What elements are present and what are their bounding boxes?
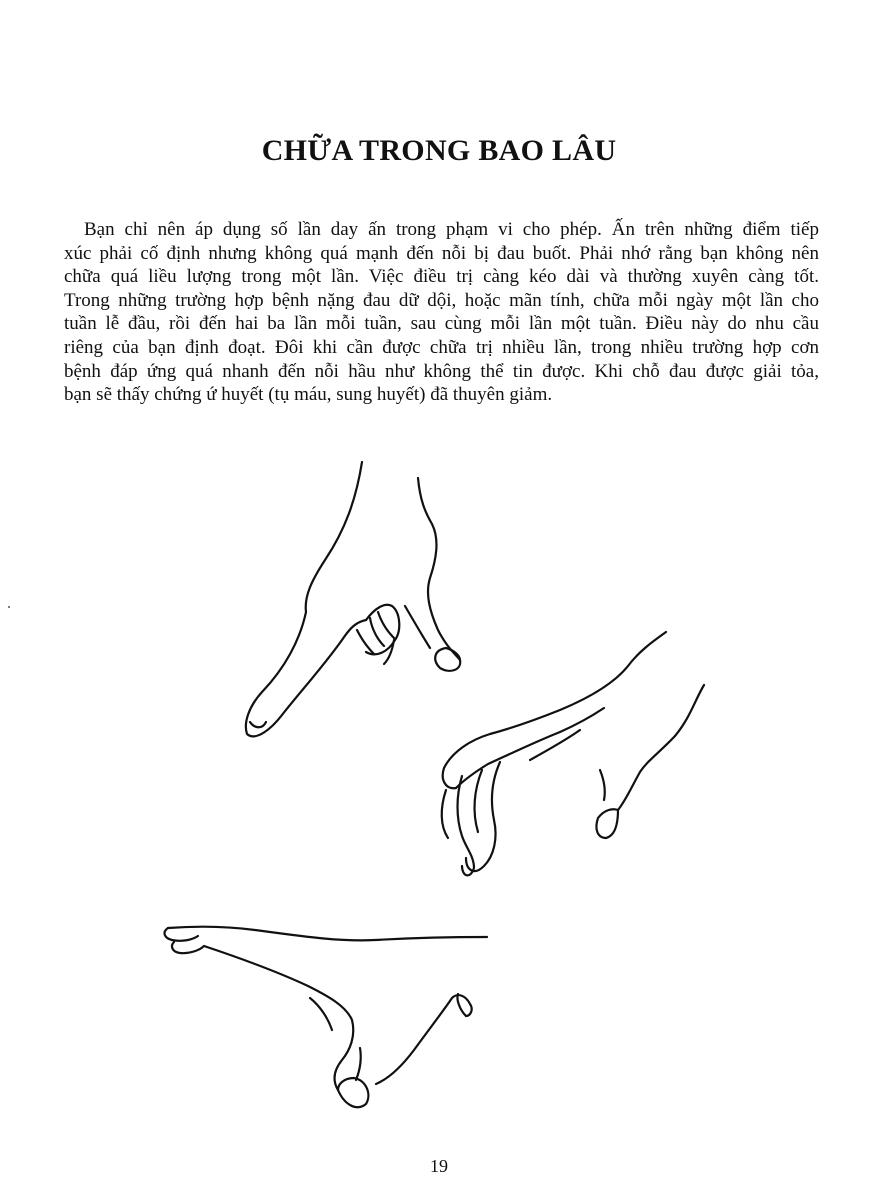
paragraph-line: bạn sẽ thấy chứng ứ huyết (tụ máu, sung huyết) đã thuyên giảm. — [64, 384, 553, 406]
pressing-hand-drawing — [442, 632, 704, 875]
thumb-pressing-hand-drawing — [165, 927, 487, 1107]
paragraph-line: tuần lễ đầu, rồi đến hai ba lần mỗi tuần, sau cùng mỗi lần một tuần. Điều này do nhu cầu — [64, 313, 819, 335]
page-number: 19 — [430, 1156, 448, 1176]
paragraph-line: Bạn chỉ nên áp dụng số lần day ấn trong phạm vi cho phép. Ấn trên những điểm tiếp — [84, 219, 819, 240]
scan-speck — [8, 606, 10, 608]
paragraph-line: Trong những trường hợp bệnh nặng đau dữ dội, hoặc mãn tính, chữa mỗi ngày một lần cho — [64, 289, 819, 311]
hands-illustration — [0, 440, 878, 1140]
paragraph-line: chữa quá liều lượng trong một lần. Việc điều trị càng kéo dài và thường xuyên càng tốt. — [64, 266, 819, 288]
paragraph-line: xúc phải cố định nhưng không quá mạnh đến nỗi bị đau buốt. Phải nhớ rằng bạn không nên — [64, 242, 819, 264]
paragraph-line: bệnh đáp ứng quá nhanh đến nỗi hầu như không thể tin được. Khi chỗ đau được giải tỏa, — [64, 360, 819, 382]
body-paragraph — [64, 218, 819, 407]
paragraph-line: riêng của bạn định đoạt. Đôi khi cần được chữa trị nhiều lần, trong nhiều trường hợp cơn — [64, 336, 819, 358]
page-title: CHỮA TRONG BAO LÂU — [261, 134, 617, 167]
pointing-hand-drawing — [246, 462, 460, 736]
